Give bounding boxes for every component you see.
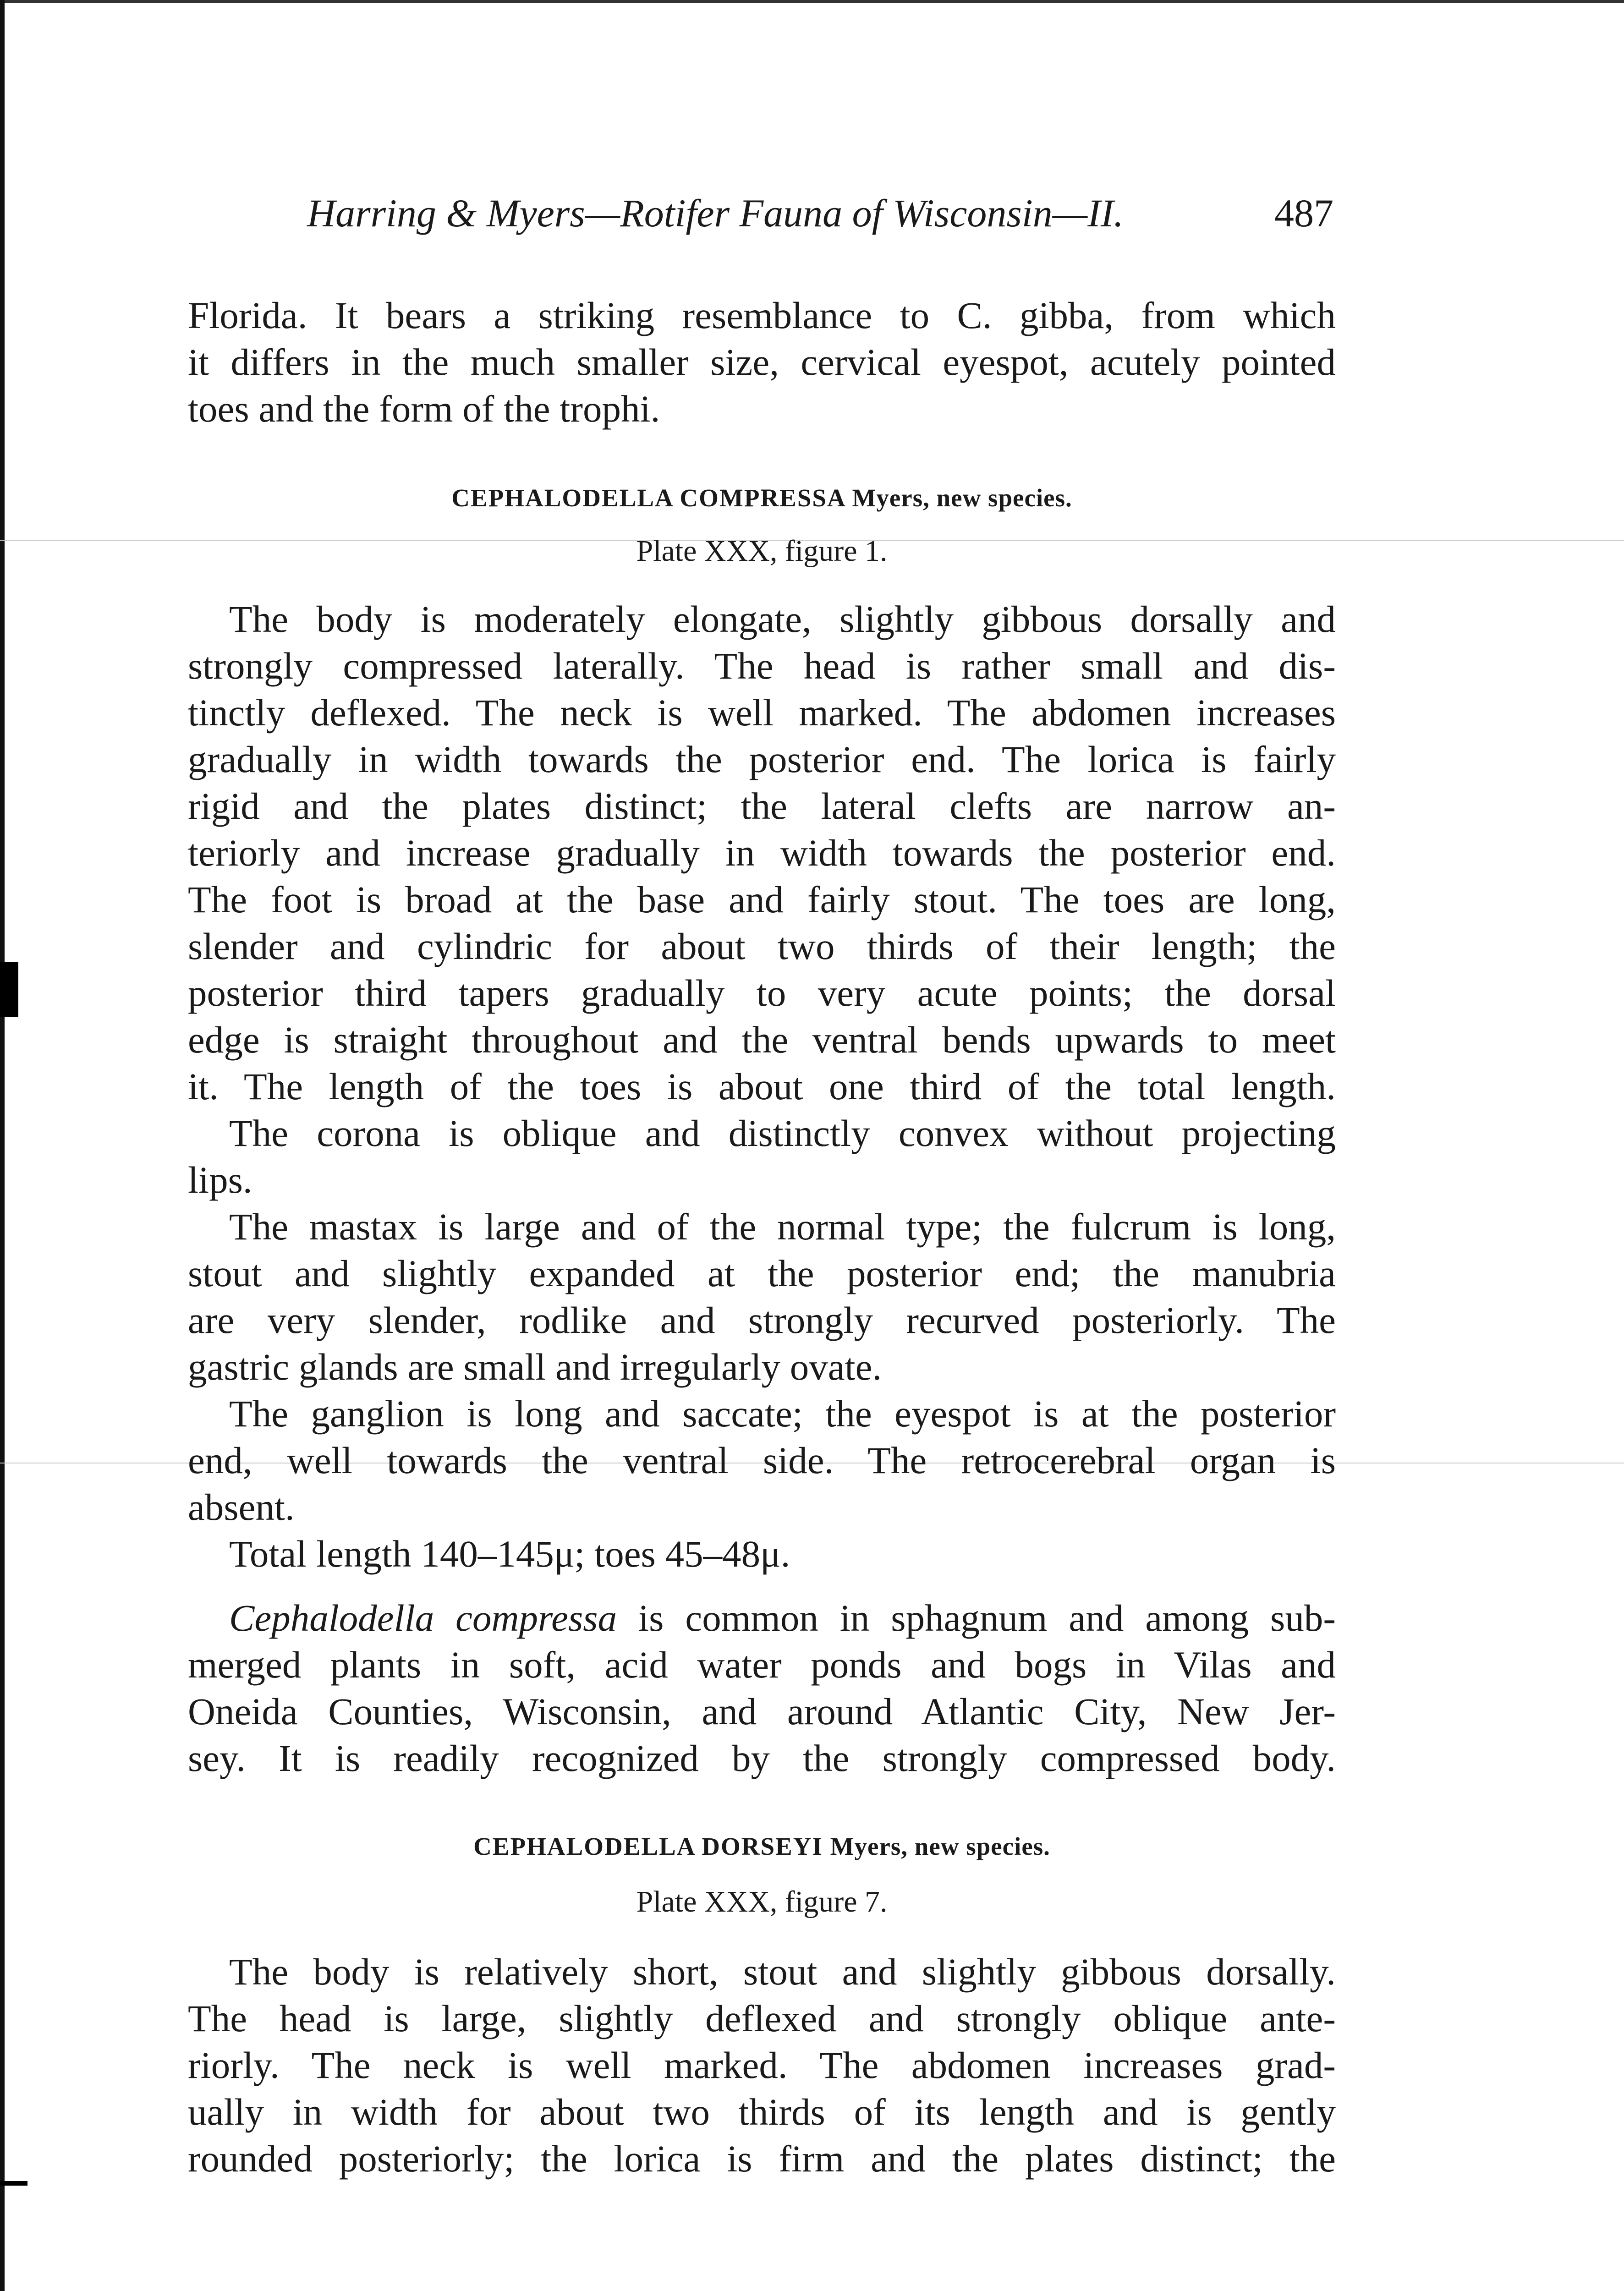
text-line: rigid and the plates distinct; the lateral clefts are narrow an- [188, 785, 1336, 827]
text-fragment: is common in sphagnum and among sub- [617, 1597, 1336, 1639]
text-line: rounded posteriorly; the lorica is firm and the plates distinct; the [188, 2138, 1336, 2180]
text-line: strongly compressed laterally. The head is rather small and dis- [188, 645, 1336, 687]
species-author: Myers, new species. [852, 484, 1072, 512]
species-heading-compressa [188, 483, 1336, 512]
text-line: gradually in width towards the posterior end. The lorica is fairly [188, 738, 1336, 780]
text-line: absent. [188, 1486, 295, 1528]
text-line: tinctly deflexed. The neck is well marked. The abdomen increases [188, 691, 1336, 734]
text-line: gastric glands are small and irregularly ovate. [188, 1346, 882, 1388]
binding-mark [0, 962, 18, 1017]
species-name: CEPHALODELLA DORSEYI [473, 1832, 823, 1860]
text-line: The body is moderately elongate, slightly gibbous dorsally and [229, 598, 1336, 640]
text-line: edge is straight throughout and the ventral bends upwards to meet [188, 1019, 1336, 1061]
text-line: end, well towards the ventral side. The retrocerebral organ is [188, 1439, 1336, 1481]
plate-reference: Plate XXX, figure 1. [636, 534, 888, 568]
description-paragraph [188, 1948, 1336, 2182]
running-head [188, 190, 1333, 241]
text-line: stout and slightly expanded at the posterior end; the manubria [188, 1252, 1336, 1294]
species-name: CEPHALODELLA COMPRESSA [451, 484, 845, 512]
running-title: Harring & Myers—Rotifer Fauna of Wisconsin—II. [307, 191, 1124, 235]
page-left-edge [0, 0, 5, 2291]
text-line: The mastax is large and of the normal type; the fulcrum is long, [229, 1206, 1336, 1248]
text-line: toes and the form of the trophi. [188, 388, 660, 430]
text-line: lips. [188, 1159, 252, 1201]
habitat-paragraph [188, 1595, 1336, 1781]
measurement-line: Total length 140–145μ; toes 45–48μ. [229, 1533, 790, 1575]
species-heading-dorseyi [188, 1832, 1336, 1861]
text-line: posterior third tapers gradually to very acute points; the dorsal [188, 972, 1336, 1014]
binding-mark [0, 2181, 27, 2186]
text-line: The ganglion is long and saccate; the eyespot is at the posterior [229, 1392, 1336, 1435]
plate-reference: Plate XXX, figure 7. [636, 1885, 888, 1918]
text-line: merged plants in soft, acid water ponds and bogs in Vilas and [188, 1644, 1336, 1686]
text-line: The corona is oblique and distinctly convex without projecting [229, 1112, 1336, 1154]
text-line: The body is relatively short, stout and slightly gibbous dorsally. [229, 1951, 1336, 1993]
text-line: Oneida Counties, Wisconsin, and around Atlantic City, New Jer- [188, 1690, 1336, 1732]
intro-paragraph [188, 292, 1336, 432]
text-line: it differs in the much smaller size, cervical eyespot, acutely pointed [188, 341, 1336, 383]
description-paragraph [188, 596, 1336, 1577]
text-line: Florida. It bears a striking resemblance to C. gibba, from which [188, 294, 1336, 336]
text-line: it. The length of the toes is about one third of the total length. [188, 1065, 1336, 1107]
text-line: ually in width for about two thirds of its length and is gently [188, 2091, 1336, 2133]
text-line: The foot is broad at the base and fairly stout. The toes are long, [188, 878, 1336, 921]
text-line: The head is large, slightly deflexed and strongly oblique ante- [188, 1997, 1336, 2039]
species-italic: Cephalodella compressa [229, 1597, 617, 1639]
text-line: teriorly and increase gradually in width towards the posterior end. [188, 832, 1336, 874]
species-author: Myers, new species. [830, 1832, 1050, 1860]
text-line: sey. It is readily recognized by the strongly compressed body. [188, 1737, 1336, 1779]
text-line: riorly. The neck is well marked. The abdomen increases grad- [188, 2044, 1336, 2086]
text-line: are very slender, rodlike and strongly recurved posteriorly. The [188, 1299, 1336, 1341]
page-number: 487 [1274, 191, 1333, 235]
text-line [188, 1595, 1336, 1641]
text-line: slender and cylindric for about two thirds of their length; the [188, 925, 1336, 967]
page-top-edge [0, 0, 1624, 3]
